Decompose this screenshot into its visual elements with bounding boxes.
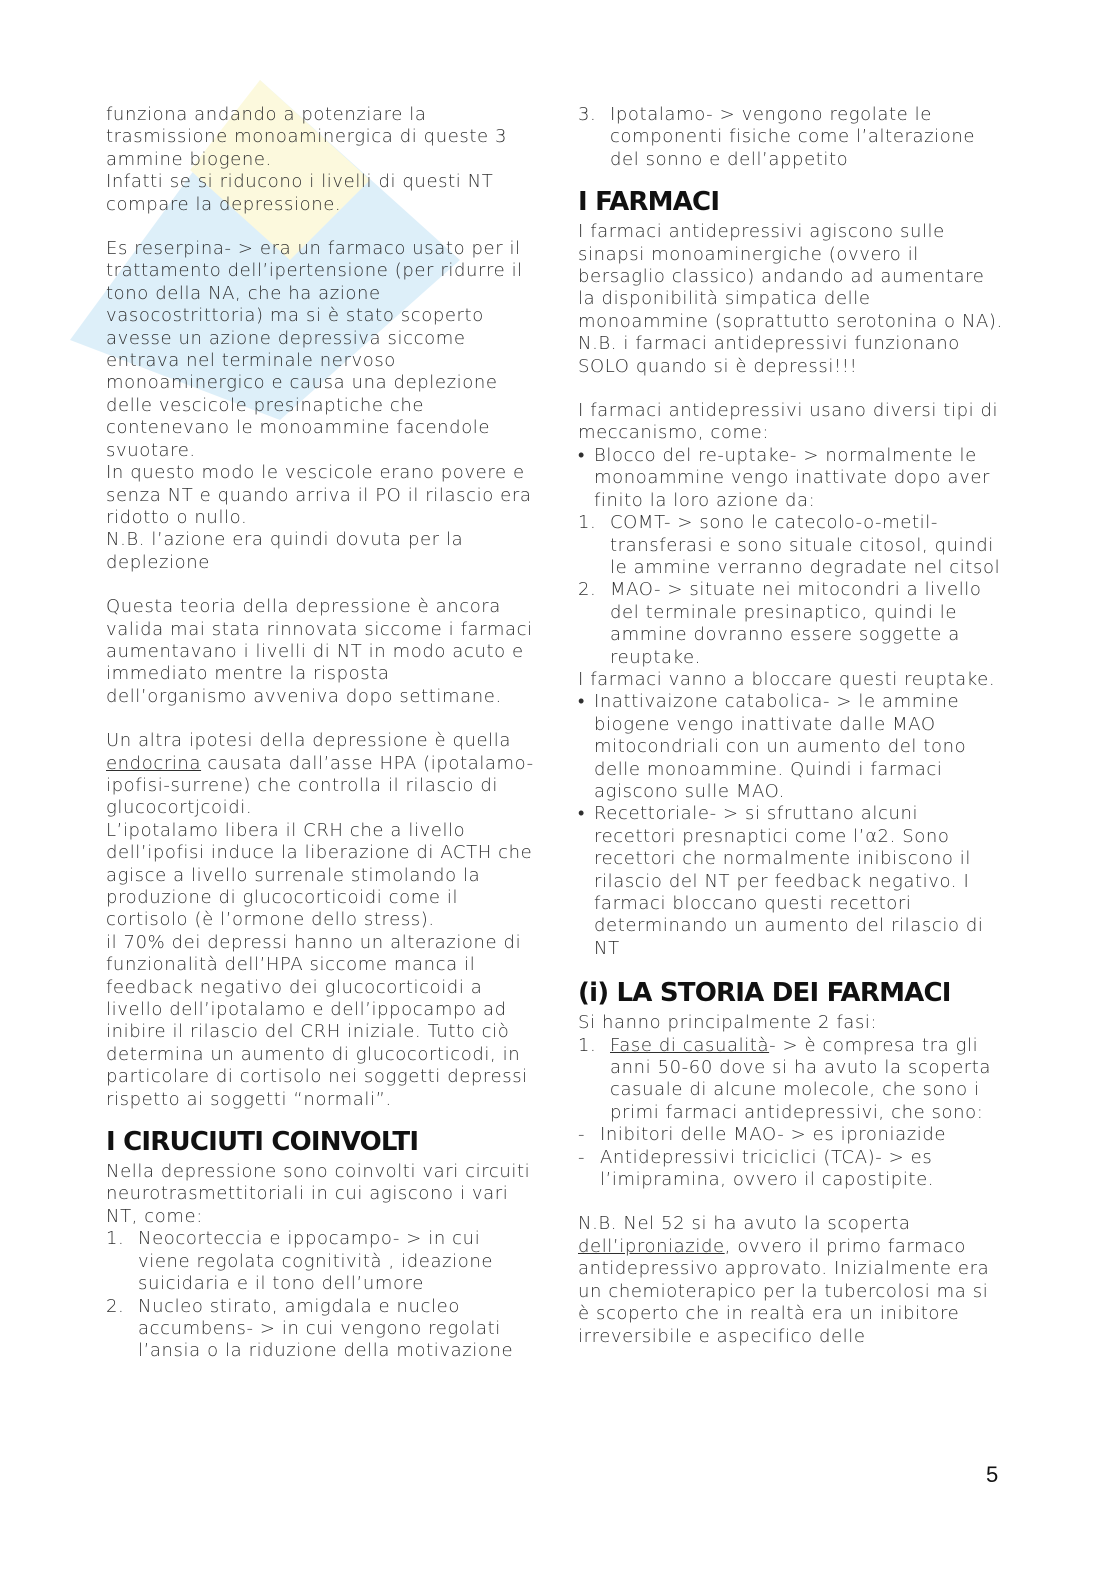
dash-mark: -: [578, 1146, 586, 1168]
paragraph: [578, 1213, 1006, 1347]
text-span: N.B. Nel 52 si ha avuto la scoperta: [578, 1213, 911, 1235]
paragraph: L’ipotalamo libera il CRH che a livello dell’ipofisi induce la liberazione di ACTH che agisce a livello surrenale stimolando la produzione di glucocorticoidi come il cortisolo (è l’ormone dello stress).: [106, 819, 533, 931]
text-span: - > è compresa tra gli anni 50-60 dove si ha avuto la scoperta casuale di alcune molecole, che sono i primi farmaci antidepressivi, che sono:: [610, 1034, 992, 1123]
bullet-icon: •: [578, 691, 585, 713]
paragraph: [106, 730, 534, 820]
list-text: COMT- > sono le catecolo-o-metil-transferasi e sono situale citosol, quindi le ammine verranno degradate nel citsol: [610, 512, 1001, 578]
paragraph: Nella depressione sono coinvolti vari circuiti neurotrasmettitoriali in cui agiscono i vari NT, come:: [106, 1161, 531, 1227]
dash-item: [578, 1147, 1006, 1192]
bullet-icon: •: [578, 803, 585, 825]
bullet-icon: •: [578, 444, 585, 466]
paragraph: In questo modo le vescicole erano povere e senza NT e quando arriva il PO il rilascio era ridotto o nullo.: [106, 462, 532, 528]
bullet-text: Recettoriale- > si sfruttano alcuni recettori presnaptici come l’α2. Sono recettori che normalmente inibiscono il rilascio del NT per feedback negativo. I farmaci bloccano questi recettori determinando un aumento del rilascio di NT: [594, 803, 984, 959]
list-item: [106, 1228, 534, 1295]
right-column: [578, 104, 1006, 1348]
section-heading-circuiti: I CIRUCIUTI COINVOLTI: [106, 1127, 419, 1158]
list-text: Ipotalamo- > vengono regolate le componenti fisiche come l’alterazione del sonno e dell’appetito: [610, 104, 976, 170]
list-text: Neocorteccia e ippocampo- > in cui viene regolata cognitività , ideazione suicidaria e il tono dell’umore: [138, 1228, 494, 1295]
paragraph: I farmaci vanno a bloccare questi reuptake.: [578, 668, 996, 690]
paragraph: I farmaci antidepressivi usano diversi tipi di meccanismo, come:: [578, 400, 999, 444]
list-text: [610, 1035, 1006, 1125]
bullet-text: Inattivaizone catabolica- > le ammine biogene vengo inattivate dalle MAO mitocondriali con un aumento del tono delle monoammine. Quindi i farmaci agiscono sulle MAO.: [594, 691, 967, 802]
list-number: 1.: [106, 1228, 125, 1250]
list-item: [106, 1296, 534, 1363]
underlined-term: dell’iproniazide: [578, 1235, 725, 1257]
dash-text: Antidepressivi triciclici (TCA)- > es l’imipramina, ovvero il capostipite.: [600, 1146, 935, 1191]
section-heading-storia: (i) LA STORIA DEI FARMACI: [578, 978, 951, 1009]
list-number: 3.: [578, 104, 597, 125]
paragraph: funziona andando a potenziare la trasmissione monoaminergica di queste 3 ammine biogene.: [106, 104, 508, 170]
list-text: MAO- > situate nei mitocondri a livello del terminale presinaptico, quindi le ammine dovranno essere soggette a reuptake.: [610, 579, 982, 668]
list-number: 1.: [578, 512, 597, 534]
list-text: Nucleo stirato, amigdala e nucleo accumbens- > in cui vengono regolati l’ansia o la riduzione della motivazione: [138, 1295, 514, 1362]
dash-item: [578, 1124, 1006, 1146]
paragraph: I farmaci antidepressivi agiscono sulle sinapsi monoaminergiche (ovvero il bersaglio classico) andando ad aumentare la disponibilità simpatica delle monoammine (soprattutto serotonina o NA).: [578, 221, 1003, 332]
dash-mark: -: [578, 1124, 586, 1146]
paragraph: N.B. l’azione era quindi dovuta per la deplezione: [106, 529, 464, 573]
text-span: causata dall’asse HPA (ipotalamo-ipofisi-surrene) che controlla il rilascio di glucocortjcoidi.: [106, 752, 534, 819]
list-item: [578, 579, 1006, 669]
bullet-text: Blocco del re-uptake- > normalmente le monoammine vengo inattivate dopo aver finito la loro azione da:: [594, 444, 990, 511]
underlined-term: endocrina: [106, 752, 202, 774]
list-number: 2.: [578, 579, 597, 601]
list-item: [578, 512, 1006, 579]
bullet-item: [578, 445, 1006, 512]
paragraph: Es reserpina- > era un farmaco usato per il trattamento dell’ipertensione (per ridurre il tono della NA, che ha azione vasocostrittoria) ma si è stato scoperto avesse un azione depressiva siccome entrava nel terminale nervoso monoaminergico e causa una deplezione delle vescicole presinaptiche che contenevano le monoammine facendole svuotare.: [106, 238, 523, 461]
list-item: [578, 1035, 1006, 1125]
paragraph: Si hanno principalmente 2 fasi:: [578, 1012, 878, 1034]
section-heading-farmaci: I FARMACI: [578, 187, 720, 218]
paragraph: Questa teoria della depressione è ancora valida mai stata rinnovata siccome i farmaci aumentavano i livelli di NT in modo acuto e immediato mentre la risposta dell’organismo avveniva dopo settimane.: [106, 596, 533, 707]
underlined-term: Fase di casualità: [610, 1034, 770, 1056]
bullet-item: [578, 691, 1006, 803]
dash-text: Inibitori delle MAO- > es iproniazide: [600, 1124, 947, 1146]
list-number: 1.: [578, 1034, 597, 1056]
list-number: 2.: [106, 1295, 125, 1317]
bullet-item: [578, 803, 1006, 960]
paragraph: il 70% dei depressi hanno un alterazione di funzionalità dell’HPA siccome manca il feedback negativo dei glucocorticoidi a livello dell’ipotalamo e dell’ippocampo ad inibire il rilascio del CRH iniziale. Tutto ciò determina un aumento di glucocorticodi, in particolare di cortisolo nei soggetti depressi rispetto ai soggetti “normali”.: [106, 931, 528, 1110]
text-span: Un altra ipotesi della depressione è quella: [106, 730, 511, 752]
page-number: 5: [986, 1462, 999, 1487]
paragraph: Infatti se si riducono i livelli di questi NT compare la depressione.: [106, 171, 494, 215]
left-column: [106, 104, 534, 1363]
list-item: [578, 104, 1006, 171]
paragraph: N.B. i farmaci antidepressivi funzionano SOLO quando si è depressi!!!: [578, 333, 960, 377]
text-span: , ovvero il primo farmaco antidepressivo approvato. Inizialmente era un chemioterapico per la tubercolosi ma si è scoperto che in realtà era un inibitore irreversibile e aspecifico delle: [578, 1235, 990, 1347]
